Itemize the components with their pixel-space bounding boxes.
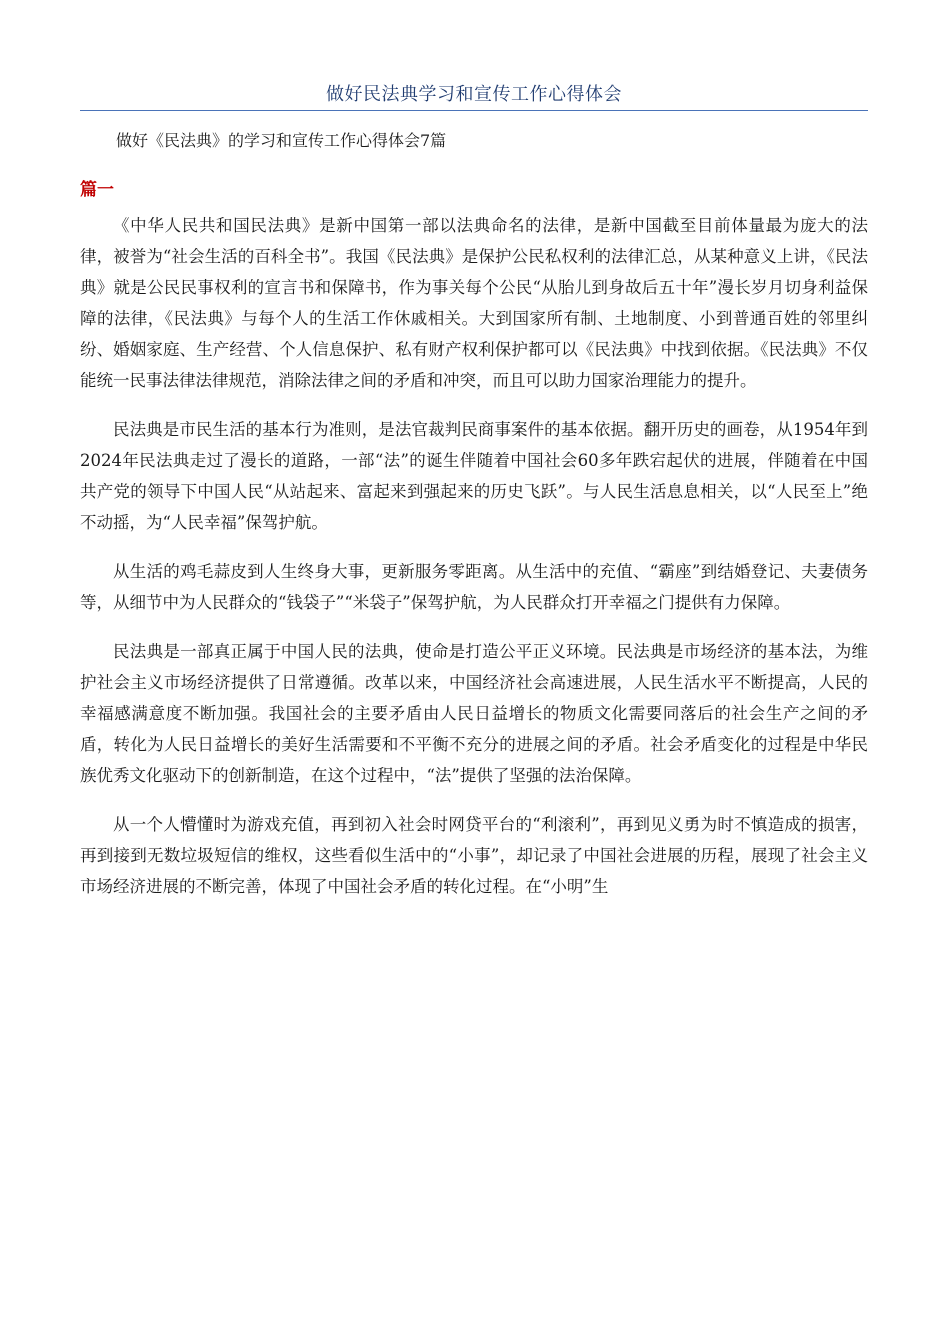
body-paragraph: 民法典是市民生活的基本行为准则，是法官裁判民商事案件的基本依据。翻开历史的画卷，从1954年到2024年民法典走过了漫长的道路，一部“法”的诞生伴随着中国社会60多年跌宕起伏的进展，伴随着在中国共产党的领导下中国人民“从站起来、富起来到强起来的历史飞跃”。与人民生活息息相关，以“人民至上”绝不动摇，为“人民幸福”保驾护航。 [80, 420, 868, 532]
body-paragraph: 从生活的鸡毛蒜皮到人生终身大事，更新服务零距离。从生活中的充值、“霸座”到结婚登记、夫妻债务等，从细节中为人民群众的“钱袋子”“米袋子”保驾护航，为人民群众打开幸福之门提供有力保障。 [80, 562, 868, 612]
body-paragraph: 从一个人懵懂时为游戏充值，再到初入社会时网贷平台的“利滚利”，再到见义勇为时不慎造成的损害，再到接到无数垃圾短信的维权，这些看似生活中的“小事”，却记录了中国社会进展的历程，展现了社会主义市场经济进展的不断完善，体现了中国社会矛盾的转化过程。在“小明”生 [80, 815, 868, 896]
page-header-title: 做好民法典学习和宣传工作心得体会 [326, 84, 622, 105]
section-heading: 篇一 [80, 180, 114, 200]
document-body [80, 210, 868, 920]
header-divider [80, 110, 868, 111]
body-paragraph: 民法典是一部真正属于中国人民的法典，使命是打造公平正义环境。民法典是市场经济的基本法，为维护社会主义市场经济提供了日常遵循。改革以来，中国经济社会高速进展，人民生活水平不断提高，人民的幸福感满意度不断加强。我国社会的主要矛盾由人民日益增长的物质文化需要同落后的社会生产之间的矛盾，转化为人民日益增长的美好生活需要和不平衡不充分的进展之间的矛盾。社会矛盾变化的过程是中华民族优秀文化驱动下的创新制造，在这个过程中，“法”提供了坚强的法治保障。 [80, 642, 868, 785]
body-paragraph: 《中华人民共和国民法典》是新中国第一部以法典命名的法律，是新中国截至目前体量最为庞大的法律，被誉为“社会生活的百科全书”。我国《民法典》是保护公民私权利的法律汇总，从某种意义上讲，《民法典》就是公民民事权利的宣言书和保障书，作为事关每个公民“从胎儿到身故后五十年”漫长岁月切身利益保障的法律，《民法典》与每个人的生活工作休戚相关。大到国家所有制、土地制度、小到普通百姓的邻里纠纷、婚姻家庭、生产经营、个人信息保护、私有财产权利保护都可以《民法典》中找到依据。《民法典》不仅能统一民事法律法律规范，消除法律之间的矛盾和冲突，而且可以助力国家治理能力的提升。 [80, 216, 868, 390]
document-subtitle: 做好《民法典》的学习和宣传工作心得体会7篇 [116, 131, 447, 150]
